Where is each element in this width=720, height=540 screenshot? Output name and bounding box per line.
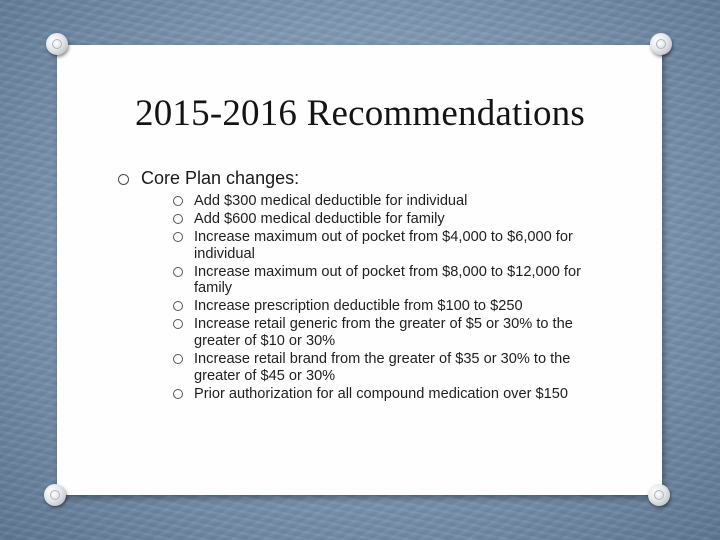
list-item bbox=[173, 386, 603, 403]
list-item bbox=[173, 351, 603, 384]
circle-bullet-icon bbox=[173, 301, 183, 311]
circle-bullet-icon bbox=[118, 174, 129, 185]
plan-changes-list bbox=[173, 193, 603, 404]
circle-bullet-icon bbox=[173, 267, 183, 277]
list-item-text: Increase retail generic from the greater of $5 or 30% to the greater of $10 or 30% bbox=[194, 316, 573, 349]
circle-bullet-icon bbox=[173, 354, 183, 364]
list-item-text: Add $600 medical deductible for family bbox=[194, 211, 445, 228]
pushpin-icon bbox=[46, 33, 68, 55]
list-item-text: Increase maximum out of pocket from $4,000 to $6,000 for individual bbox=[194, 229, 573, 262]
circle-bullet-icon bbox=[173, 319, 183, 329]
pushpin-icon bbox=[650, 33, 672, 55]
list-item bbox=[173, 193, 603, 210]
list-item bbox=[173, 298, 603, 315]
list-item-text: Increase retail brand from the greater of $35 or 30% to the greater of $45 or 30% bbox=[194, 351, 571, 384]
list-item-text: Increase maximum out of pocket from $8,000 to $12,000 for family bbox=[194, 263, 581, 297]
core-plan-heading-text: Core Plan changes: bbox=[141, 168, 300, 188]
circle-bullet-icon bbox=[173, 232, 183, 242]
slide-title: 2015-2016 Recommendations bbox=[135, 93, 585, 134]
pushpin-icon bbox=[648, 484, 670, 506]
list-item bbox=[173, 264, 603, 297]
circle-bullet-icon bbox=[173, 389, 183, 399]
list-item bbox=[173, 229, 603, 262]
circle-bullet-icon bbox=[173, 196, 183, 206]
pushpin-icon bbox=[44, 484, 66, 506]
list-item bbox=[173, 316, 603, 349]
circle-bullet-icon bbox=[173, 214, 183, 224]
list-item-text: Add $300 medical deductible for individual bbox=[194, 193, 468, 209]
list-item bbox=[173, 211, 603, 228]
list-item-text: Prior authorization for all compound medication over $150 bbox=[194, 385, 568, 402]
list-item-text: Increase prescription deductible from $100 to $250 bbox=[194, 298, 523, 315]
core-plan-heading bbox=[118, 168, 299, 189]
